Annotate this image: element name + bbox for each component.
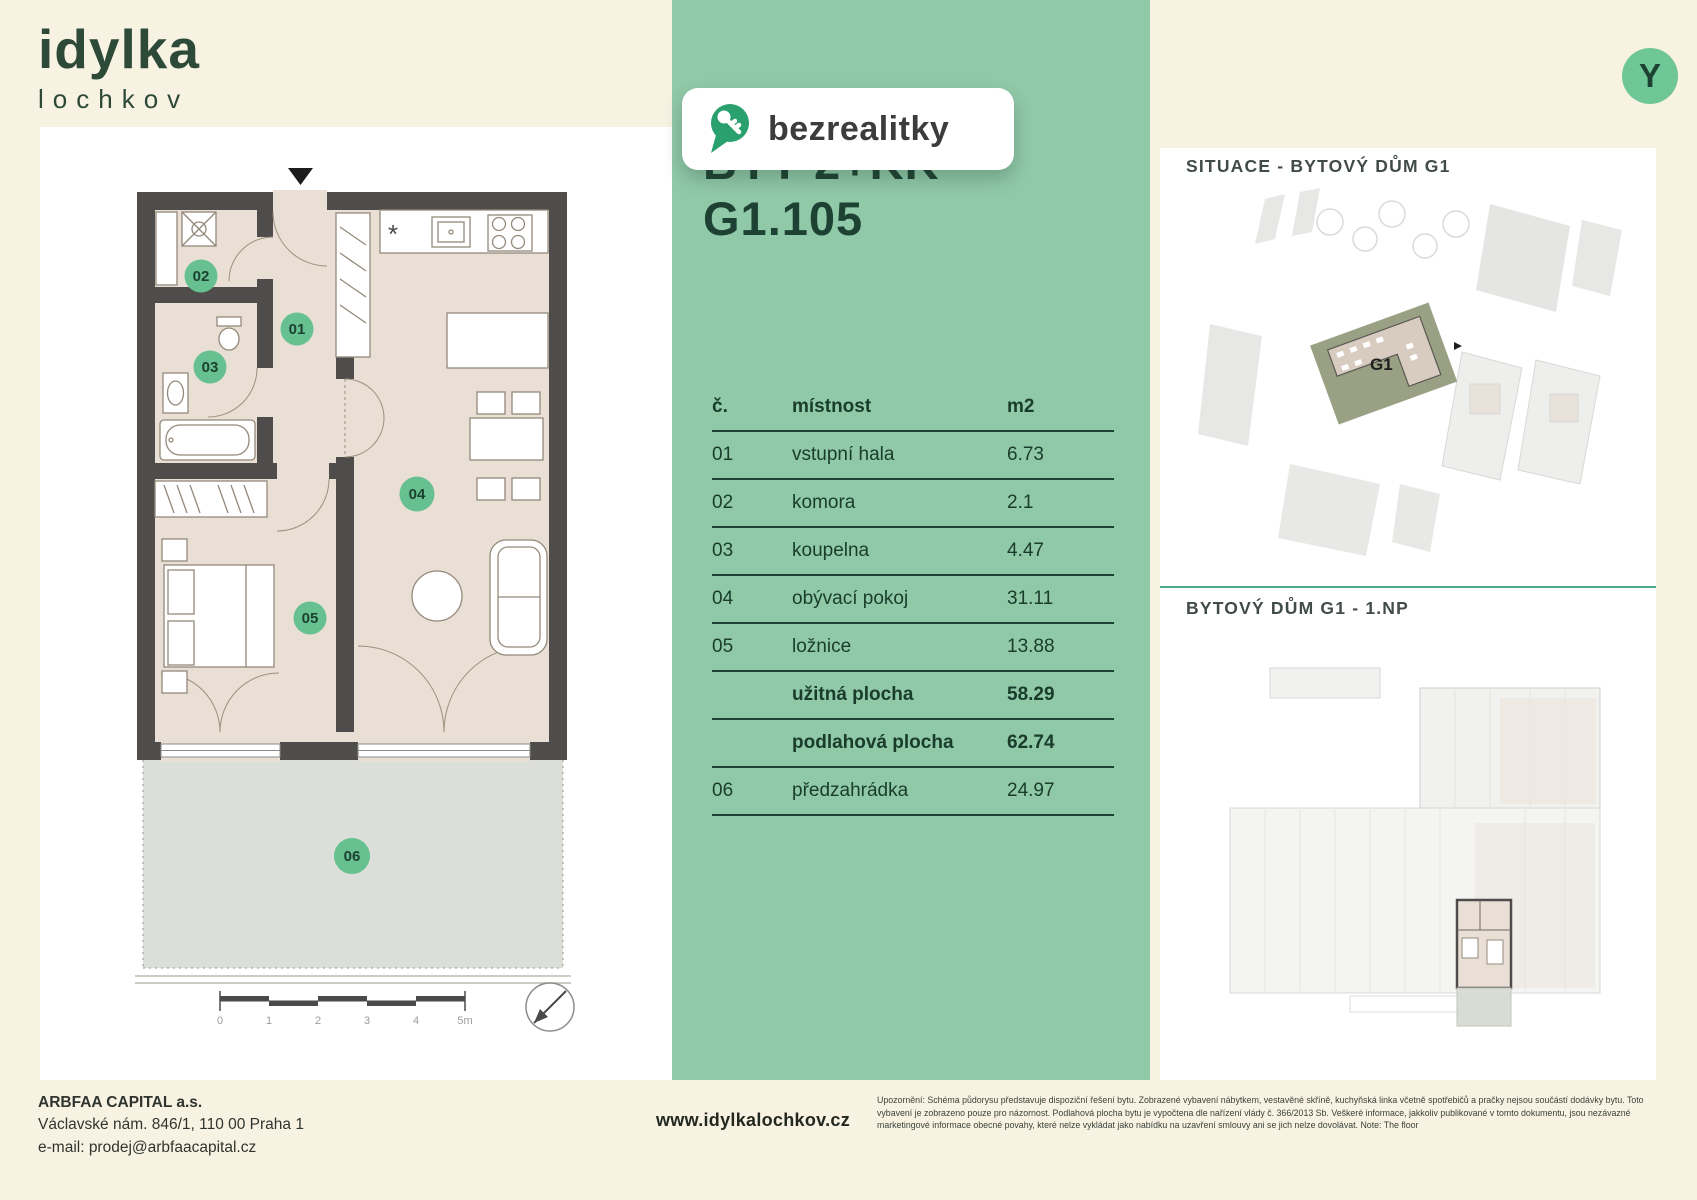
level-plan-title: BYTOVÝ DŮM G1 - 1.NP bbox=[1186, 598, 1410, 618]
total-area: 62.74 bbox=[1007, 732, 1055, 753]
svg-text:0: 0 bbox=[216, 1015, 224, 1027]
room-name: koupelna bbox=[792, 540, 870, 561]
room-name: předzahrádka bbox=[792, 780, 909, 801]
svg-text:4: 4 bbox=[412, 1015, 420, 1027]
unit-info-panel bbox=[672, 0, 1150, 1080]
compass-icon bbox=[526, 983, 574, 1031]
company-name: ARBFAA CAPITAL a.s. bbox=[38, 1094, 203, 1111]
room-num: 01 bbox=[712, 444, 734, 465]
room-chip-02 bbox=[185, 260, 218, 293]
table-row bbox=[712, 624, 1114, 672]
svg-text:04: 04 bbox=[408, 486, 426, 503]
room-name: obývací pokoj bbox=[792, 588, 909, 609]
brand-subname: lochkov bbox=[38, 84, 190, 114]
bezrealitky-pin-icon bbox=[706, 102, 752, 156]
svg-text:2: 2 bbox=[314, 1015, 322, 1027]
total-name: podlahová plocha bbox=[792, 732, 954, 753]
room-table bbox=[712, 384, 1114, 816]
room-area: 2.1 bbox=[1007, 492, 1034, 513]
brand-logo bbox=[38, 18, 200, 115]
room-area: 4.47 bbox=[1007, 540, 1044, 561]
room-num: 04 bbox=[712, 588, 734, 609]
room-chip-01 bbox=[281, 313, 314, 346]
hall-closet-icon bbox=[336, 213, 370, 357]
scale-bar bbox=[217, 991, 473, 1027]
washbasin-icon bbox=[163, 373, 188, 413]
context-plans-panel bbox=[1160, 148, 1656, 1080]
svg-text:03: 03 bbox=[201, 359, 219, 376]
room-area: 6.73 bbox=[1007, 444, 1044, 465]
room-name: vstupní hala bbox=[792, 444, 895, 465]
level-plan-outline bbox=[1230, 668, 1600, 1012]
room-chip-06 bbox=[334, 838, 370, 874]
table-row bbox=[712, 528, 1114, 576]
brand-y-letter: Y bbox=[1638, 57, 1661, 94]
table-total-row bbox=[712, 720, 1114, 768]
table-row bbox=[712, 480, 1114, 528]
room-chip-05 bbox=[294, 602, 327, 635]
g1-entrance-marker bbox=[1454, 342, 1462, 350]
room-chip-03 bbox=[194, 351, 227, 384]
sofa-icon bbox=[490, 540, 547, 655]
col-header-area: m2 bbox=[1007, 396, 1035, 417]
site-plan-drawing bbox=[1170, 184, 1646, 579]
wardrobe-icon bbox=[155, 481, 267, 517]
svg-text:5m: 5m bbox=[457, 1015, 473, 1027]
table-header-row bbox=[712, 384, 1114, 432]
room-chip-04 bbox=[400, 477, 435, 512]
svg-text:01: 01 bbox=[288, 321, 306, 338]
total-name: užitná plocha bbox=[792, 684, 914, 705]
svg-text:05: 05 bbox=[301, 610, 319, 627]
room-area: 24.97 bbox=[1007, 780, 1055, 801]
room-num: 03 bbox=[712, 540, 734, 561]
table-row bbox=[712, 432, 1114, 480]
company-email: e-mail: prodej@arbfaacapital.cz bbox=[38, 1138, 257, 1156]
brand-name: idylka bbox=[38, 18, 200, 80]
panel-divider bbox=[1160, 586, 1656, 588]
room-area: 31.11 bbox=[1007, 588, 1054, 609]
bezrealitky-badge[interactable] bbox=[682, 88, 1014, 170]
site-plan-title: SITUACE - BYTOVÝ DŮM G1 bbox=[1186, 156, 1451, 176]
room-name: komora bbox=[792, 492, 856, 513]
room-num: 06 bbox=[712, 780, 734, 801]
toilet-icon bbox=[217, 317, 241, 350]
coffee-table-icon bbox=[412, 571, 462, 621]
room-num: 05 bbox=[712, 636, 734, 657]
col-header-num: č. bbox=[712, 396, 728, 417]
highlighted-unit bbox=[1457, 900, 1511, 1026]
table-row bbox=[712, 576, 1114, 624]
kitchen-island-icon bbox=[447, 313, 548, 368]
kitchen-counter-icon bbox=[380, 210, 548, 253]
bezrealitky-label: bezrealitky bbox=[768, 109, 950, 148]
svg-text:3: 3 bbox=[363, 1015, 371, 1027]
table-total-row bbox=[712, 672, 1114, 720]
disclaimer-text: Upozornění: Schéma půdorysu představuje dispoziční řešení bytu. Zobrazené vybavení nábytkem, vestavěné skříně, kuchyňská linka včetně spotřebičů a pračky nejsou součástí dodávky bytu. Toto vybavení je zobrazeno pouze pro názornost. Podlahová plocha bytu je vypočtena dle nařízení vlády č. 366/2013 Sb. Veškeré informace, jakkoliv publikované v tomto dokumentu, jsou nezávazné marketingové informace obecné povahy, které nelze vykládat jako nabídku na uzavření smlouvy ani se jich nelze dovolávat. Note: The floor bbox=[877, 1095, 1644, 1131]
room-area: 13.88 bbox=[1007, 636, 1055, 657]
cabinet-icon bbox=[156, 212, 177, 285]
svg-text:02: 02 bbox=[192, 268, 210, 285]
room-name: ložnice bbox=[792, 636, 852, 657]
brand-y-mark bbox=[1622, 48, 1678, 104]
washing-machine-icon bbox=[182, 212, 216, 246]
table-row bbox=[712, 768, 1114, 816]
unit-code-title: G1.105 bbox=[703, 192, 864, 245]
fridge-symbol: * bbox=[388, 219, 399, 249]
website-link: www.idylkalochkov.cz bbox=[655, 1110, 851, 1130]
company-info bbox=[38, 1092, 304, 1159]
floor-plan-drawing bbox=[40, 127, 672, 1080]
room-num: 02 bbox=[712, 492, 734, 513]
level-plan-drawing bbox=[1170, 628, 1646, 1068]
col-header-name: místnost bbox=[792, 396, 872, 417]
entrance-arrow-icon bbox=[288, 168, 313, 185]
total-area: 58.29 bbox=[1007, 684, 1055, 705]
svg-text:06: 06 bbox=[343, 848, 361, 865]
bathtub-icon bbox=[160, 420, 255, 460]
floor-plan-panel bbox=[40, 127, 672, 1080]
g1-building-label: G1 bbox=[1370, 355, 1393, 374]
company-address: Václavské nám. 846/1, 110 00 Praha 1 bbox=[38, 1116, 304, 1134]
svg-text:1: 1 bbox=[265, 1015, 273, 1027]
